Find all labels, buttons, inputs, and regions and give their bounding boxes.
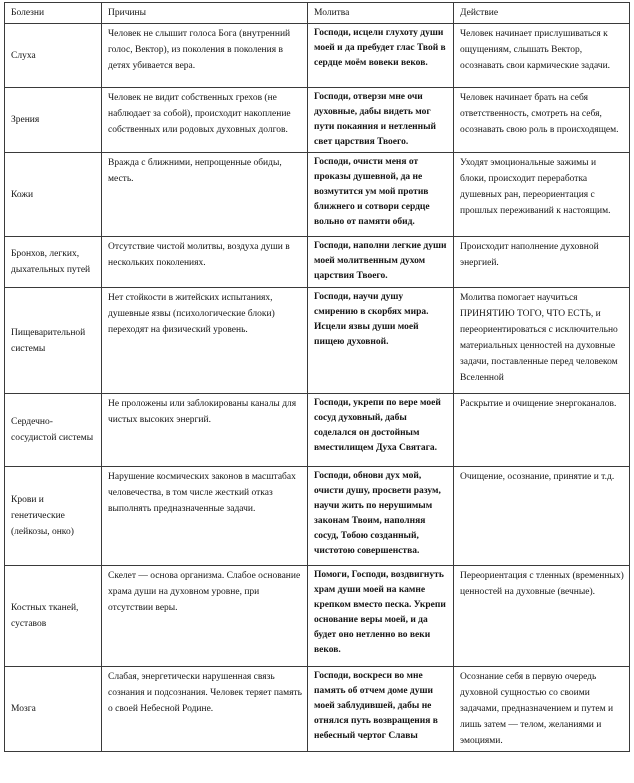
- disease-cell: Бронхов, легких, дыхательных путей: [5, 237, 102, 288]
- disease-cell: Пищеварительной системы: [5, 288, 102, 394]
- action-cell: Переориентация с тленных (временных) ценностей на духовные (вечные).: [454, 566, 630, 667]
- cause-cell: Человек не слышит голоса Бога (внутренний голос, Вектор), из поколения в поколения в детях убивается вера.: [102, 24, 308, 88]
- prayer-cell: Господи, очисти меня от проказы душевной, да не возмутится ум мой против ближнего и сотвори сердце вольно от памяти обид.: [308, 153, 454, 237]
- table-row: [5, 467, 630, 566]
- prayer-cell: Господи, исцели глухоту души моей и да пребудет глас Твой в сердце моём вовеки веков.: [308, 24, 454, 88]
- action-cell: Человек начинает брать на себя ответственность, смотреть на себя, осознавать свою роль в происходящем.: [454, 88, 630, 153]
- table-row: [5, 394, 630, 467]
- disease-prayer-table: [4, 2, 630, 752]
- header-causes: Причины: [102, 3, 308, 24]
- prayer-cell: Господи, укрепи по вере моей сосуд духовный, дабы соделался он достойным вместилищем Духа Святага.: [308, 394, 454, 467]
- table-body: [5, 24, 630, 752]
- prayer-cell: Господи, отверзи мне очи духовные, дабы видеть мог пути покаяния и нетленный свет царствия Твоего.: [308, 88, 454, 153]
- table-row: [5, 566, 630, 667]
- prayer-cell: Господи, обнови дух мой, очисти душу, просвети разум, научи жить по нерушимым законам Твоим, наполняя сосуд, Тобою созданный, чистотою совершенства.: [308, 467, 454, 566]
- table-header-row: [5, 3, 630, 24]
- cause-cell: Слабая, энергетически нарушенная связь сознания и подсознания. Человек теряет память о своей Небесной Родине.: [102, 667, 308, 752]
- disease-cell: Слуха: [5, 24, 102, 88]
- table-row: [5, 237, 630, 288]
- disease-cell: Зрения: [5, 88, 102, 153]
- action-cell: Очищение, осознание, принятие и т.д.: [454, 467, 630, 566]
- cause-cell: Скелет — основа организма. Слабое основание храма души на духовном уровне, при отсутствии веры.: [102, 566, 308, 667]
- table-row: [5, 153, 630, 237]
- prayer-cell: Помоги, Господи, воздвигнуть храм души моей на камне крепком вместо песка. Укрепи основание веры моей, и да будет оно нетленно во веки веков.: [308, 566, 454, 667]
- disease-cell: Кожи: [5, 153, 102, 237]
- action-cell: Происходит наполнение духовной энергией.: [454, 237, 630, 288]
- header-action: Действие: [454, 3, 630, 24]
- table-row: [5, 288, 630, 394]
- action-cell: Молитва помогает научиться ПРИНЯТИЮ ТОГО, ЧТО ЕСТЬ, и переориентироваться с исключительно материальных ценностей на духовные задачи, поставленные перед человеком Вселенной: [454, 288, 630, 394]
- prayer-cell: Господи, научи душу смирению в скорбях мира. Исцели язвы души моей пищею духовной.: [308, 288, 454, 394]
- header-diseases: Болезни: [5, 3, 102, 24]
- action-cell: Уходят эмоциональные зажимы и блоки, происходит переработка душевных ран, переориентация с прошлых переживаний к настоящим.: [454, 153, 630, 237]
- disease-cell: Крови и генетические (лейкозы, онко): [5, 467, 102, 566]
- cause-cell: Не проложены или заблокированы каналы для чистых высоких энергий.: [102, 394, 308, 467]
- disease-cell: Костных тканей, суставов: [5, 566, 102, 667]
- table-row: [5, 667, 630, 752]
- prayer-cell: Господи, воскреси во мне память об отчем доме души моей заблудившей, дабы не отнялся путь возвращения в небесный чертог Славы: [308, 667, 454, 752]
- disease-cell: Сердечно-сосудистой системы: [5, 394, 102, 467]
- cause-cell: Отсутствие чистой молитвы, воздуха души в нескольких поколениях.: [102, 237, 308, 288]
- cause-cell: Нет стойкости в житейских испытаниях, душевные язвы (психологические блоки) переходят на физический уровень.: [102, 288, 308, 394]
- action-cell: Человек начинает прислушиваться к ощущениям, слышать Вектор, осознавать свои кармические задачи.: [454, 24, 630, 88]
- table-row: [5, 24, 630, 88]
- header-prayer: Молитва: [308, 3, 454, 24]
- cause-cell: Вражда с ближними, непрощенные обиды, месть.: [102, 153, 308, 237]
- action-cell: Осознание себя в первую очередь духовной сущностью со своими задачами, предназначением и путем и лишь затем — телом, желаниями и эмоциями.: [454, 667, 630, 752]
- table-row: [5, 88, 630, 153]
- disease-cell: Мозга: [5, 667, 102, 752]
- prayer-cell: Господи, наполни легкие души моей молитвенным духом царствия Твоего.: [308, 237, 454, 288]
- action-cell: Раскрытие и очищение энергоканалов.: [454, 394, 630, 467]
- cause-cell: Человек не видит собственных грехов (не наблюдает за собой), происходит накопление собственных или родовых духовных долгов.: [102, 88, 308, 153]
- cause-cell: Нарушение космических законов в масштабах человечества, в том числе жесткий отказ выполнять предназначенные задачи.: [102, 467, 308, 566]
